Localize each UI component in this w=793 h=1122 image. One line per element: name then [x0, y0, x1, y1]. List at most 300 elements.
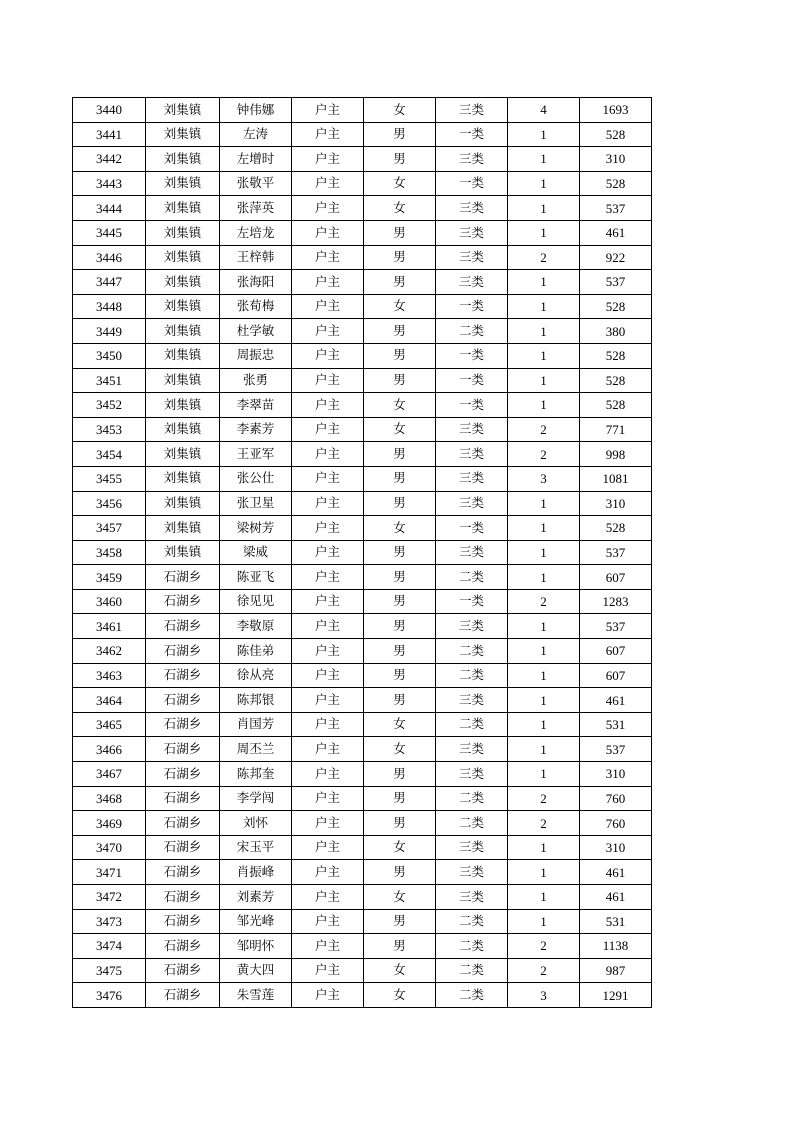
gender-cell: 男 — [364, 540, 436, 565]
household-size-cell: 1 — [508, 885, 580, 910]
relation-cell: 户主 — [292, 885, 364, 910]
table-row — [73, 442, 652, 467]
township-cell: 刘集镇 — [146, 122, 220, 147]
category-cell: 三类 — [436, 540, 508, 565]
category-cell: 二类 — [436, 983, 508, 1008]
amount-cell: 537 — [580, 270, 652, 295]
category-cell: 三类 — [436, 762, 508, 787]
household-size-cell: 1 — [508, 688, 580, 713]
household-size-cell: 1 — [508, 663, 580, 688]
table-row — [73, 319, 652, 344]
amount-cell: 310 — [580, 147, 652, 172]
category-cell: 三类 — [436, 98, 508, 123]
table-row — [73, 417, 652, 442]
table-row — [73, 589, 652, 614]
table-row — [73, 466, 652, 491]
serial-number-cell: 3469 — [73, 811, 146, 836]
relation-cell: 户主 — [292, 835, 364, 860]
gender-cell: 男 — [364, 270, 436, 295]
category-cell: 一类 — [436, 516, 508, 541]
serial-number-cell: 3440 — [73, 98, 146, 123]
township-cell: 石湖乡 — [146, 983, 220, 1008]
relation-cell: 户主 — [292, 171, 364, 196]
township-cell: 刘集镇 — [146, 343, 220, 368]
relation-cell: 户主 — [292, 98, 364, 123]
name-cell: 黄大四 — [220, 958, 292, 983]
category-cell: 一类 — [436, 393, 508, 418]
township-cell: 刘集镇 — [146, 171, 220, 196]
category-cell: 三类 — [436, 737, 508, 762]
gender-cell: 男 — [364, 909, 436, 934]
serial-number-cell: 3449 — [73, 319, 146, 344]
household-size-cell: 1 — [508, 639, 580, 664]
serial-number-cell: 3470 — [73, 835, 146, 860]
household-size-cell: 1 — [508, 122, 580, 147]
amount-cell: 771 — [580, 417, 652, 442]
gender-cell: 男 — [364, 442, 436, 467]
household-size-cell: 3 — [508, 983, 580, 1008]
relation-cell: 户主 — [292, 811, 364, 836]
name-cell: 刘怀 — [220, 811, 292, 836]
category-cell: 三类 — [436, 442, 508, 467]
township-cell: 刘集镇 — [146, 270, 220, 295]
table-row — [73, 762, 652, 787]
gender-cell: 男 — [364, 688, 436, 713]
township-cell: 刘集镇 — [146, 319, 220, 344]
record-table-body — [73, 98, 652, 1008]
amount-cell: 310 — [580, 491, 652, 516]
township-cell: 刘集镇 — [146, 466, 220, 491]
household-size-cell: 1 — [508, 270, 580, 295]
category-cell: 二类 — [436, 786, 508, 811]
table-row — [73, 343, 652, 368]
serial-number-cell: 3446 — [73, 245, 146, 270]
relation-cell: 户主 — [292, 516, 364, 541]
table-row — [73, 811, 652, 836]
household-size-cell: 1 — [508, 712, 580, 737]
name-cell: 梁树芳 — [220, 516, 292, 541]
relation-cell: 户主 — [292, 122, 364, 147]
township-cell: 刘集镇 — [146, 245, 220, 270]
serial-number-cell: 3464 — [73, 688, 146, 713]
township-cell: 石湖乡 — [146, 786, 220, 811]
household-size-cell: 1 — [508, 737, 580, 762]
category-cell: 二类 — [436, 909, 508, 934]
amount-cell: 537 — [580, 614, 652, 639]
township-cell: 石湖乡 — [146, 934, 220, 959]
category-cell: 二类 — [436, 958, 508, 983]
household-size-cell: 2 — [508, 811, 580, 836]
relation-cell: 户主 — [292, 762, 364, 787]
gender-cell: 男 — [364, 491, 436, 516]
township-cell: 石湖乡 — [146, 737, 220, 762]
name-cell: 张卫星 — [220, 491, 292, 516]
gender-cell: 男 — [364, 343, 436, 368]
household-size-cell: 2 — [508, 786, 580, 811]
table-row — [73, 294, 652, 319]
amount-cell: 607 — [580, 639, 652, 664]
amount-cell: 528 — [580, 294, 652, 319]
category-cell: 三类 — [436, 147, 508, 172]
serial-number-cell: 3475 — [73, 958, 146, 983]
category-cell: 一类 — [436, 343, 508, 368]
name-cell: 张公仕 — [220, 466, 292, 491]
name-cell: 邹光峰 — [220, 909, 292, 934]
township-cell: 刘集镇 — [146, 516, 220, 541]
table-row — [73, 270, 652, 295]
gender-cell: 男 — [364, 934, 436, 959]
household-size-cell: 2 — [508, 958, 580, 983]
household-size-cell: 1 — [508, 909, 580, 934]
township-cell: 刘集镇 — [146, 368, 220, 393]
table-row — [73, 909, 652, 934]
relation-cell: 户主 — [292, 663, 364, 688]
amount-cell: 461 — [580, 688, 652, 713]
serial-number-cell: 3441 — [73, 122, 146, 147]
amount-cell: 1291 — [580, 983, 652, 1008]
name-cell: 钟伟娜 — [220, 98, 292, 123]
amount-cell: 1693 — [580, 98, 652, 123]
relation-cell: 户主 — [292, 270, 364, 295]
serial-number-cell: 3454 — [73, 442, 146, 467]
table-row — [73, 835, 652, 860]
category-cell: 三类 — [436, 220, 508, 245]
table-row — [73, 786, 652, 811]
serial-number-cell: 3444 — [73, 196, 146, 221]
gender-cell: 女 — [364, 737, 436, 762]
township-cell: 刘集镇 — [146, 417, 220, 442]
township-cell: 石湖乡 — [146, 614, 220, 639]
table-row — [73, 958, 652, 983]
household-size-cell: 2 — [508, 442, 580, 467]
township-cell: 刘集镇 — [146, 294, 220, 319]
gender-cell: 男 — [364, 589, 436, 614]
relation-cell: 户主 — [292, 343, 364, 368]
category-cell: 一类 — [436, 368, 508, 393]
amount-cell: 528 — [580, 368, 652, 393]
household-size-cell: 1 — [508, 196, 580, 221]
amount-cell: 531 — [580, 909, 652, 934]
relation-cell: 户主 — [292, 983, 364, 1008]
serial-number-cell: 3467 — [73, 762, 146, 787]
gender-cell: 女 — [364, 98, 436, 123]
serial-number-cell: 3461 — [73, 614, 146, 639]
serial-number-cell: 3450 — [73, 343, 146, 368]
gender-cell: 男 — [364, 639, 436, 664]
serial-number-cell: 3456 — [73, 491, 146, 516]
township-cell: 刘集镇 — [146, 147, 220, 172]
household-size-cell: 4 — [508, 98, 580, 123]
gender-cell: 男 — [364, 786, 436, 811]
household-size-cell: 2 — [508, 589, 580, 614]
serial-number-cell: 3459 — [73, 565, 146, 590]
table-row — [73, 983, 652, 1008]
household-size-cell: 1 — [508, 491, 580, 516]
relation-cell: 户主 — [292, 786, 364, 811]
serial-number-cell: 3476 — [73, 983, 146, 1008]
township-cell: 刘集镇 — [146, 491, 220, 516]
category-cell: 三类 — [436, 466, 508, 491]
household-size-cell: 2 — [508, 417, 580, 442]
serial-number-cell: 3473 — [73, 909, 146, 934]
name-cell: 肖国芳 — [220, 712, 292, 737]
table-row — [73, 540, 652, 565]
name-cell: 周振忠 — [220, 343, 292, 368]
township-cell: 刘集镇 — [146, 98, 220, 123]
table-row — [73, 565, 652, 590]
name-cell: 肖振峰 — [220, 860, 292, 885]
gender-cell: 女 — [364, 712, 436, 737]
household-size-cell: 1 — [508, 540, 580, 565]
serial-number-cell: 3465 — [73, 712, 146, 737]
serial-number-cell: 3472 — [73, 885, 146, 910]
township-cell: 石湖乡 — [146, 958, 220, 983]
serial-number-cell: 3463 — [73, 663, 146, 688]
name-cell: 梁威 — [220, 540, 292, 565]
township-cell: 石湖乡 — [146, 712, 220, 737]
township-cell: 石湖乡 — [146, 663, 220, 688]
amount-cell: 537 — [580, 737, 652, 762]
gender-cell: 女 — [364, 171, 436, 196]
table-row — [73, 737, 652, 762]
gender-cell: 男 — [364, 860, 436, 885]
category-cell: 二类 — [436, 319, 508, 344]
household-size-cell: 1 — [508, 343, 580, 368]
amount-cell: 987 — [580, 958, 652, 983]
name-cell: 陈亚飞 — [220, 565, 292, 590]
gender-cell: 男 — [364, 122, 436, 147]
serial-number-cell: 3445 — [73, 220, 146, 245]
amount-cell: 461 — [580, 860, 652, 885]
household-size-cell: 1 — [508, 835, 580, 860]
category-cell: 三类 — [436, 860, 508, 885]
township-cell: 石湖乡 — [146, 885, 220, 910]
name-cell: 宋玉平 — [220, 835, 292, 860]
name-cell: 张荀梅 — [220, 294, 292, 319]
gender-cell: 女 — [364, 835, 436, 860]
table-row — [73, 860, 652, 885]
township-cell: 刘集镇 — [146, 442, 220, 467]
gender-cell: 女 — [364, 196, 436, 221]
table-row — [73, 663, 652, 688]
relation-cell: 户主 — [292, 688, 364, 713]
township-cell: 石湖乡 — [146, 688, 220, 713]
gender-cell: 男 — [364, 220, 436, 245]
name-cell: 陈佳弟 — [220, 639, 292, 664]
table-row — [73, 393, 652, 418]
serial-number-cell: 3457 — [73, 516, 146, 541]
serial-number-cell: 3448 — [73, 294, 146, 319]
name-cell: 李敬原 — [220, 614, 292, 639]
serial-number-cell: 3474 — [73, 934, 146, 959]
household-size-cell: 1 — [508, 319, 580, 344]
serial-number-cell: 3443 — [73, 171, 146, 196]
category-cell: 二类 — [436, 663, 508, 688]
category-cell: 三类 — [436, 688, 508, 713]
relation-cell: 户主 — [292, 442, 364, 467]
table-row — [73, 171, 652, 196]
serial-number-cell: 3455 — [73, 466, 146, 491]
household-size-cell: 1 — [508, 220, 580, 245]
household-size-cell: 1 — [508, 516, 580, 541]
name-cell: 左增时 — [220, 147, 292, 172]
table-row — [73, 885, 652, 910]
township-cell: 刘集镇 — [146, 196, 220, 221]
amount-cell: 1283 — [580, 589, 652, 614]
category-cell: 三类 — [436, 835, 508, 860]
amount-cell: 528 — [580, 516, 652, 541]
relation-cell: 户主 — [292, 589, 364, 614]
household-size-cell: 1 — [508, 368, 580, 393]
household-size-cell: 3 — [508, 466, 580, 491]
serial-number-cell: 3468 — [73, 786, 146, 811]
relation-cell: 户主 — [292, 565, 364, 590]
gender-cell: 男 — [364, 147, 436, 172]
relation-cell: 户主 — [292, 614, 364, 639]
household-size-cell: 1 — [508, 565, 580, 590]
category-cell: 二类 — [436, 811, 508, 836]
relation-cell: 户主 — [292, 196, 364, 221]
household-size-cell: 1 — [508, 147, 580, 172]
serial-number-cell: 3460 — [73, 589, 146, 614]
serial-number-cell: 3471 — [73, 860, 146, 885]
amount-cell: 1081 — [580, 466, 652, 491]
name-cell: 张海阳 — [220, 270, 292, 295]
category-cell: 一类 — [436, 589, 508, 614]
township-cell: 刘集镇 — [146, 393, 220, 418]
relation-cell: 户主 — [292, 491, 364, 516]
relation-cell: 户主 — [292, 540, 364, 565]
relation-cell: 户主 — [292, 319, 364, 344]
table-row — [73, 147, 652, 172]
amount-cell: 461 — [580, 220, 652, 245]
gender-cell: 男 — [364, 245, 436, 270]
serial-number-cell: 3462 — [73, 639, 146, 664]
serial-number-cell: 3458 — [73, 540, 146, 565]
category-cell: 一类 — [436, 122, 508, 147]
name-cell: 杜学敏 — [220, 319, 292, 344]
relation-cell: 户主 — [292, 712, 364, 737]
amount-cell: 998 — [580, 442, 652, 467]
household-size-cell: 1 — [508, 393, 580, 418]
relation-cell: 户主 — [292, 393, 364, 418]
category-cell: 三类 — [436, 196, 508, 221]
category-cell: 三类 — [436, 614, 508, 639]
gender-cell: 女 — [364, 885, 436, 910]
relation-cell: 户主 — [292, 958, 364, 983]
name-cell: 王梓韩 — [220, 245, 292, 270]
amount-cell: 607 — [580, 663, 652, 688]
category-cell: 三类 — [436, 885, 508, 910]
table-row — [73, 368, 652, 393]
category-cell: 三类 — [436, 245, 508, 270]
township-cell: 石湖乡 — [146, 565, 220, 590]
category-cell: 三类 — [436, 491, 508, 516]
gender-cell: 女 — [364, 958, 436, 983]
table-row — [73, 614, 652, 639]
gender-cell: 男 — [364, 565, 436, 590]
table-row — [73, 122, 652, 147]
household-size-cell: 1 — [508, 614, 580, 639]
amount-cell: 607 — [580, 565, 652, 590]
serial-number-cell: 3466 — [73, 737, 146, 762]
name-cell: 陈邦奎 — [220, 762, 292, 787]
name-cell: 李翠苗 — [220, 393, 292, 418]
township-cell: 石湖乡 — [146, 589, 220, 614]
amount-cell: 461 — [580, 885, 652, 910]
name-cell: 徐见见 — [220, 589, 292, 614]
name-cell: 陈邦银 — [220, 688, 292, 713]
household-size-cell: 1 — [508, 860, 580, 885]
table-row — [73, 98, 652, 123]
name-cell: 张敬平 — [220, 171, 292, 196]
township-cell: 刘集镇 — [146, 220, 220, 245]
name-cell: 左培龙 — [220, 220, 292, 245]
amount-cell: 528 — [580, 122, 652, 147]
township-cell: 石湖乡 — [146, 811, 220, 836]
amount-cell: 310 — [580, 762, 652, 787]
name-cell: 张勇 — [220, 368, 292, 393]
relation-cell: 户主 — [292, 245, 364, 270]
serial-number-cell: 3452 — [73, 393, 146, 418]
gender-cell: 女 — [364, 983, 436, 1008]
table-row — [73, 639, 652, 664]
table-row — [73, 934, 652, 959]
household-size-cell: 2 — [508, 934, 580, 959]
gender-cell: 女 — [364, 393, 436, 418]
category-cell: 二类 — [436, 565, 508, 590]
gender-cell: 男 — [364, 614, 436, 639]
name-cell: 刘素芳 — [220, 885, 292, 910]
name-cell: 邹明怀 — [220, 934, 292, 959]
township-cell: 石湖乡 — [146, 835, 220, 860]
name-cell: 徐从亮 — [220, 663, 292, 688]
gender-cell: 男 — [364, 319, 436, 344]
gender-cell: 女 — [364, 516, 436, 541]
gender-cell: 女 — [364, 294, 436, 319]
township-cell: 石湖乡 — [146, 639, 220, 664]
category-cell: 二类 — [436, 934, 508, 959]
household-size-cell: 1 — [508, 171, 580, 196]
gender-cell: 男 — [364, 368, 436, 393]
household-size-cell: 1 — [508, 762, 580, 787]
township-cell: 石湖乡 — [146, 909, 220, 934]
relation-cell: 户主 — [292, 417, 364, 442]
gender-cell: 男 — [364, 466, 436, 491]
township-cell: 石湖乡 — [146, 762, 220, 787]
name-cell: 李学闯 — [220, 786, 292, 811]
record-table — [72, 97, 652, 1008]
serial-number-cell: 3447 — [73, 270, 146, 295]
table-row — [73, 245, 652, 270]
category-cell: 一类 — [436, 294, 508, 319]
relation-cell: 户主 — [292, 147, 364, 172]
name-cell: 周丕兰 — [220, 737, 292, 762]
amount-cell: 528 — [580, 393, 652, 418]
relation-cell: 户主 — [292, 909, 364, 934]
category-cell: 一类 — [436, 171, 508, 196]
amount-cell: 1138 — [580, 934, 652, 959]
amount-cell: 760 — [580, 811, 652, 836]
relation-cell: 户主 — [292, 294, 364, 319]
relation-cell: 户主 — [292, 368, 364, 393]
gender-cell: 女 — [364, 417, 436, 442]
category-cell: 三类 — [436, 417, 508, 442]
amount-cell: 537 — [580, 540, 652, 565]
amount-cell: 531 — [580, 712, 652, 737]
serial-number-cell: 3451 — [73, 368, 146, 393]
township-cell: 刘集镇 — [146, 540, 220, 565]
